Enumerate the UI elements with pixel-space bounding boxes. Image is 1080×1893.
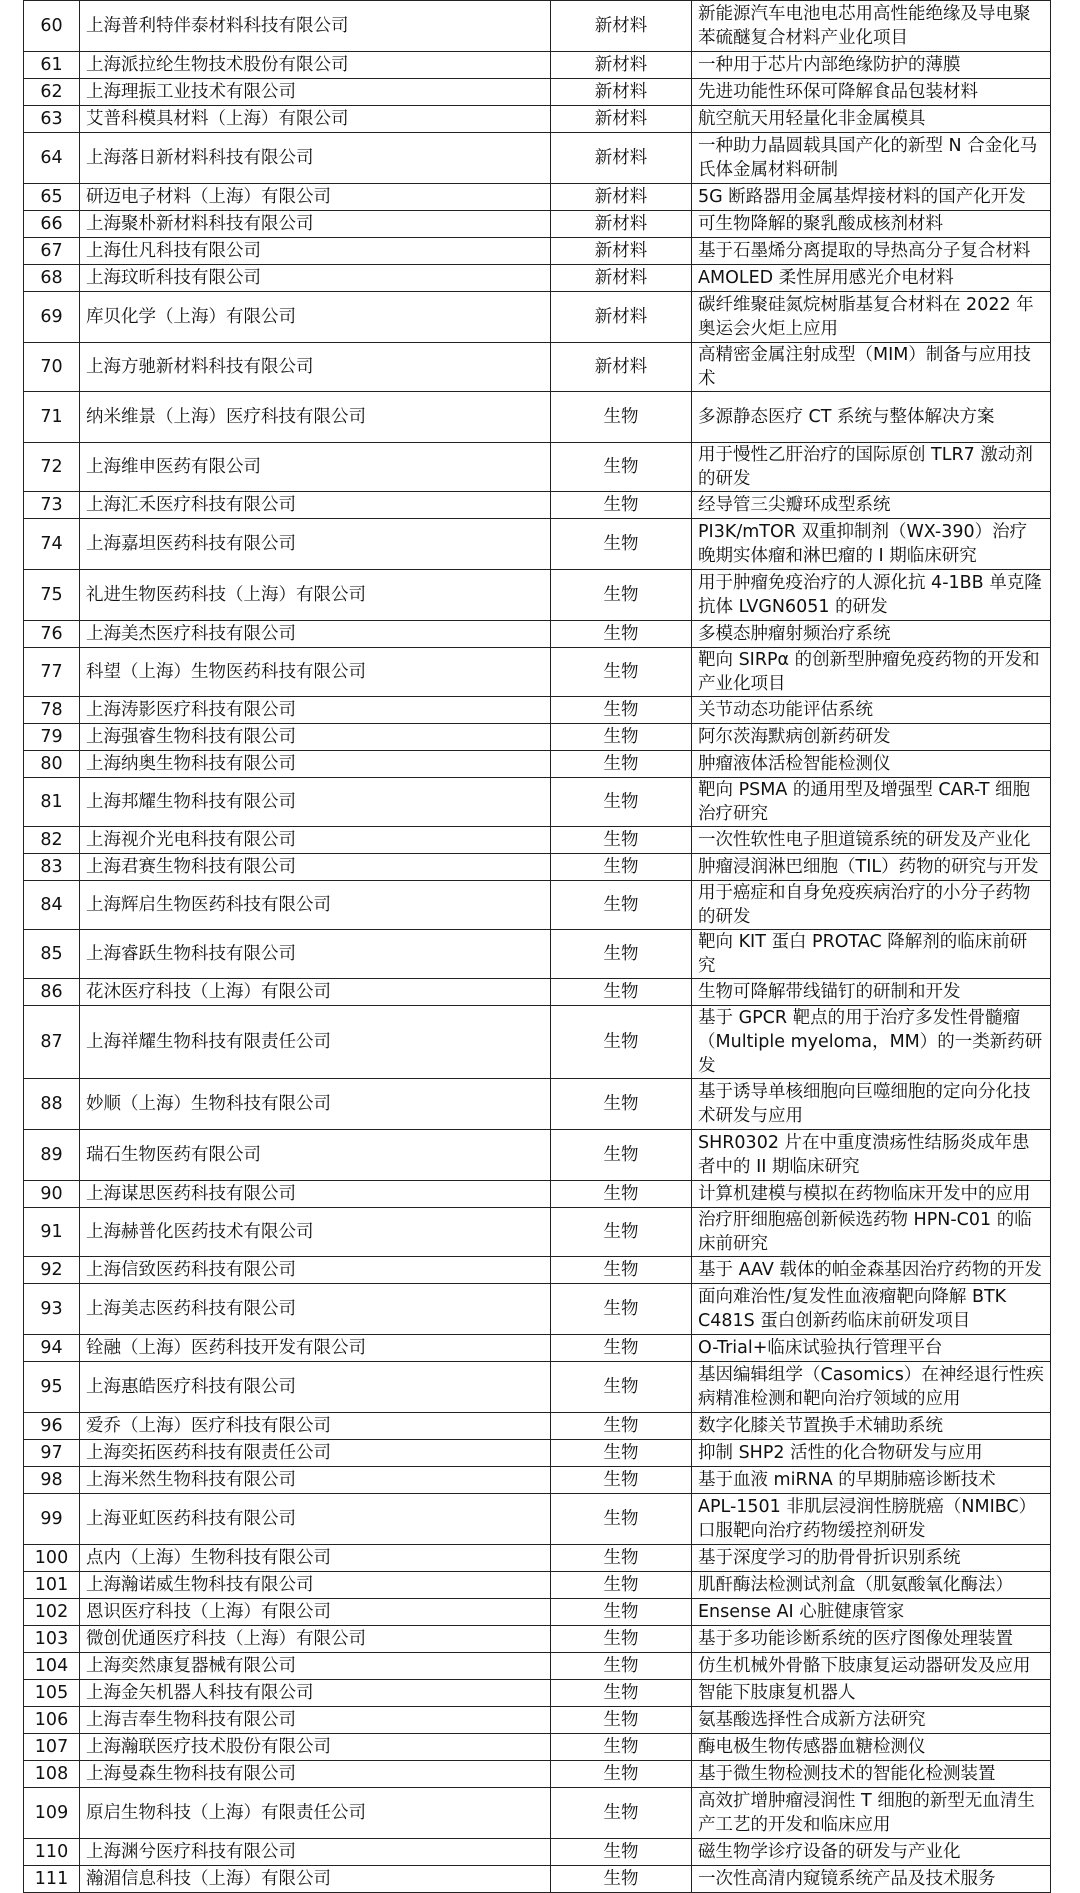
category: 生物: [551, 778, 692, 827]
table-row: [24, 343, 1051, 392]
row-number: 62: [24, 79, 80, 106]
table-row: [24, 1284, 1051, 1335]
table-row: [24, 492, 1051, 519]
company-name: 上海吉奉生物科技有限公司: [80, 1707, 551, 1734]
project-name: 靶向 PSMA 的通用型及增强型 CAR-T 细胞治疗研究: [692, 778, 1051, 827]
row-number: 86: [24, 979, 80, 1006]
company-name: 上海美志医药科技有限公司: [80, 1284, 551, 1335]
company-name: 铨融（上海）医药科技开发有限公司: [80, 1335, 551, 1362]
company-name: 上海谋思医药科技有限公司: [80, 1181, 551, 1208]
row-number: 92: [24, 1257, 80, 1284]
category: 新材料: [551, 133, 692, 184]
table-row: [24, 1181, 1051, 1208]
category: 生物: [551, 1734, 692, 1761]
row-number: 111: [24, 1866, 80, 1893]
category: 生物: [551, 1130, 692, 1181]
company-name: 上海祥耀生物科技有限责任公司: [80, 1006, 551, 1079]
table-row: [24, 1362, 1051, 1413]
table-row: [24, 570, 1051, 621]
table-row: [24, 1599, 1051, 1626]
category: 生物: [551, 1653, 692, 1680]
project-name: 可生物降解的聚乳酸成核剂材料: [692, 211, 1051, 238]
category: 生物: [551, 1079, 692, 1130]
company-name: 上海君赛生物科技有限公司: [80, 854, 551, 881]
category: 生物: [551, 751, 692, 778]
table-row: [24, 621, 1051, 648]
project-name: Ensense AI 心脏健康管家: [692, 1599, 1051, 1626]
category: 新材料: [551, 79, 692, 106]
project-name: 高精密金属注射成型（MIM）制备与应用技术: [692, 343, 1051, 392]
project-name: 靶向 SIRPα 的创新型肿瘤免疫药物的开发和产业化项目: [692, 648, 1051, 697]
category: 新材料: [551, 292, 692, 343]
company-name: 上海美杰医疗科技有限公司: [80, 621, 551, 648]
company-name: 恩识医疗科技（上海）有限公司: [80, 1599, 551, 1626]
category: 生物: [551, 930, 692, 979]
table-row: [24, 1707, 1051, 1734]
row-number: 109: [24, 1788, 80, 1839]
project-name: 用于慢性乙肝治疗的国际原创 TLR7 激动剂的研发: [692, 443, 1051, 492]
company-name: 上海玟昕科技有限公司: [80, 265, 551, 292]
project-name: 氨基酸选择性合成新方法研究: [692, 1707, 1051, 1734]
project-name: 基于多功能诊断系统的医疗图像处理装置: [692, 1626, 1051, 1653]
company-name: 上海强睿生物科技有限公司: [80, 724, 551, 751]
category: 新材料: [551, 184, 692, 211]
category: 生物: [551, 1413, 692, 1440]
table-body: [24, 1, 1051, 1893]
row-number: 100: [24, 1545, 80, 1572]
category: 生物: [551, 570, 692, 621]
category: 生物: [551, 1208, 692, 1257]
table-row: [24, 1572, 1051, 1599]
project-name: 航空航天用轻量化非金属模具: [692, 106, 1051, 133]
project-name: 靶向 KIT 蛋白 PROTAC 降解剂的临床前研究: [692, 930, 1051, 979]
category: 新材料: [551, 106, 692, 133]
project-name: 基于血液 miRNA 的早期肺癌诊断技术: [692, 1467, 1051, 1494]
category: 生物: [551, 519, 692, 570]
company-name: 上海普利特伴泰材料科技有限公司: [80, 1, 551, 52]
project-name: 磁生物学诊疗设备的研发与产业化: [692, 1839, 1051, 1866]
project-name: 碳纤维聚硅氮烷树脂基复合材料在 2022 年奥运会火炬上应用: [692, 292, 1051, 343]
company-name: 上海辉启生物医药科技有限公司: [80, 881, 551, 930]
company-name: 上海聚朴新材料科技有限公司: [80, 211, 551, 238]
category: 生物: [551, 1257, 692, 1284]
company-name: 科望（上海）生物医药科技有限公司: [80, 648, 551, 697]
category: 生物: [551, 1440, 692, 1467]
category: 生物: [551, 881, 692, 930]
category: 新材料: [551, 52, 692, 79]
table-row: [24, 1440, 1051, 1467]
project-name: 多模态肿瘤射频治疗系统: [692, 621, 1051, 648]
row-number: 71: [24, 392, 80, 443]
table-row: [24, 443, 1051, 492]
row-number: 108: [24, 1761, 80, 1788]
table-row: [24, 1788, 1051, 1839]
category: 新材料: [551, 343, 692, 392]
category: 生物: [551, 1467, 692, 1494]
category: 生物: [551, 1335, 692, 1362]
row-number: 91: [24, 1208, 80, 1257]
table-row: [24, 106, 1051, 133]
project-name: 阿尔茨海默病创新药研发: [692, 724, 1051, 751]
category: 生物: [551, 724, 692, 751]
row-number: 104: [24, 1653, 80, 1680]
row-number: 103: [24, 1626, 80, 1653]
project-name: 5G 断路器用金属基焊接材料的国产化开发: [692, 184, 1051, 211]
row-number: 102: [24, 1599, 80, 1626]
company-name: 上海赫普化医药技术有限公司: [80, 1208, 551, 1257]
company-name: 上海涛影医疗科技有限公司: [80, 697, 551, 724]
category: 生物: [551, 1680, 692, 1707]
project-name: 基于诱导单核细胞向巨噬细胞的定向分化技术研发与应用: [692, 1079, 1051, 1130]
category: 生物: [551, 1788, 692, 1839]
row-number: 69: [24, 292, 80, 343]
row-number: 73: [24, 492, 80, 519]
company-name: 上海米然生物科技有限公司: [80, 1467, 551, 1494]
row-number: 87: [24, 1006, 80, 1079]
table-row: [24, 1734, 1051, 1761]
table-row: [24, 1761, 1051, 1788]
table-row: [24, 265, 1051, 292]
company-name: 上海奕然康复器械有限公司: [80, 1653, 551, 1680]
row-number: 65: [24, 184, 80, 211]
category: 生物: [551, 1599, 692, 1626]
project-name: 生物可降解带线锚钉的研制和开发: [692, 979, 1051, 1006]
row-number: 80: [24, 751, 80, 778]
project-name: 多源静态医疗 CT 系统与整体解决方案: [692, 392, 1051, 443]
company-name: 上海落日新材料科技有限公司: [80, 133, 551, 184]
table-row: [24, 1626, 1051, 1653]
table-row: [24, 1494, 1051, 1545]
project-name: 肿瘤浸润淋巴细胞（TIL）药物的研究与开发: [692, 854, 1051, 881]
project-name: 基因编辑组学（Casomics）在神经退行性疾病精准检测和靶向治疗领域的应用: [692, 1362, 1051, 1413]
table-row: [24, 1208, 1051, 1257]
row-number: 98: [24, 1467, 80, 1494]
project-name: 一种助力晶圆载具国产化的新型 N 合金化马氏体金属材料研制: [692, 133, 1051, 184]
category: 生物: [551, 1626, 692, 1653]
company-name: 上海奕拓医药科技有限责任公司: [80, 1440, 551, 1467]
row-number: 61: [24, 52, 80, 79]
row-number: 74: [24, 519, 80, 570]
table-row: [24, 697, 1051, 724]
company-name: 艾普科模具材料（上海）有限公司: [80, 106, 551, 133]
row-number: 64: [24, 133, 80, 184]
row-number: 63: [24, 106, 80, 133]
table-row: [24, 881, 1051, 930]
company-name: 上海纳奥生物科技有限公司: [80, 751, 551, 778]
company-name: 上海金矢机器人科技有限公司: [80, 1680, 551, 1707]
category: 生物: [551, 392, 692, 443]
row-number: 77: [24, 648, 80, 697]
project-name: 基于深度学习的肋骨骨折识别系统: [692, 1545, 1051, 1572]
category: 生物: [551, 1707, 692, 1734]
project-name: 基于 AAV 载体的帕金森基因治疗药物的开发: [692, 1257, 1051, 1284]
table-row: [24, 1079, 1051, 1130]
row-number: 79: [24, 724, 80, 751]
project-name: 用于肿瘤免疫治疗的人源化抗 4-1BB 单克隆抗体 LVGN6051 的研发: [692, 570, 1051, 621]
project-name: 基于 GPCR 靶点的用于治疗多发性骨髓瘤（Multiple myeloma，MM）的一类新药研发: [692, 1006, 1051, 1079]
row-number: 85: [24, 930, 80, 979]
project-name: 计算机建模与模拟在药物临床开发中的应用: [692, 1181, 1051, 1208]
table-row: [24, 1413, 1051, 1440]
project-name: 数字化膝关节置换手术辅助系统: [692, 1413, 1051, 1440]
company-name: 爱乔（上海）医疗科技有限公司: [80, 1413, 551, 1440]
company-name: 上海瀚联医疗技术股份有限公司: [80, 1734, 551, 1761]
table-row: [24, 1653, 1051, 1680]
company-name: 上海信致医药科技有限公司: [80, 1257, 551, 1284]
company-name: 瀚湄信息科技（上海）有限公司: [80, 1866, 551, 1893]
category: 生物: [551, 648, 692, 697]
table-row: [24, 519, 1051, 570]
project-name: 高效扩增肿瘤浸润性 T 细胞的新型无血清生产工艺的开发和临床应用: [692, 1788, 1051, 1839]
category: 新材料: [551, 238, 692, 265]
row-number: 72: [24, 443, 80, 492]
category: 生物: [551, 1494, 692, 1545]
project-name: 基于石墨烯分离提取的导热高分子复合材料: [692, 238, 1051, 265]
company-name: 上海曼森生物科技有限公司: [80, 1761, 551, 1788]
company-name: 礼进生物医药科技（上海）有限公司: [80, 570, 551, 621]
project-name: 一次性高清内窥镜系统产品及技术服务: [692, 1866, 1051, 1893]
company-name: 花沐医疗科技（上海）有限公司: [80, 979, 551, 1006]
table-row: [24, 724, 1051, 751]
project-list-table-wrap: [23, 0, 1050, 1893]
company-name: 瑞石生物医药有限公司: [80, 1130, 551, 1181]
table-row: [24, 1467, 1051, 1494]
category: 生物: [551, 1572, 692, 1599]
category: 生物: [551, 621, 692, 648]
row-number: 75: [24, 570, 80, 621]
project-name: 新能源汽车电池电芯用高性能绝缘及导电聚苯硫醚复合材料产业化项目: [692, 1, 1051, 52]
project-name: 肿瘤液体活检智能检测仪: [692, 751, 1051, 778]
project-name: 一种用于芯片内部绝缘防护的薄膜: [692, 52, 1051, 79]
table-row: [24, 1, 1051, 52]
row-number: 81: [24, 778, 80, 827]
project-name: 治疗肝细胞癌创新候选药物 HPN-C01 的临床前研究: [692, 1208, 1051, 1257]
table-row: [24, 184, 1051, 211]
table-row: [24, 1130, 1051, 1181]
category: 生物: [551, 443, 692, 492]
project-name: 肌酐酶法检测试剂盒（肌氨酸氧化酶法）: [692, 1572, 1051, 1599]
category: 生物: [551, 1284, 692, 1335]
company-name: 上海派拉纶生物技术股份有限公司: [80, 52, 551, 79]
project-name: AMOLED 柔性屏用感光介电材料: [692, 265, 1051, 292]
table-row: [24, 1335, 1051, 1362]
project-name: 经导管三尖瓣环成型系统: [692, 492, 1051, 519]
category: 生物: [551, 854, 692, 881]
row-number: 70: [24, 343, 80, 392]
table-row: [24, 778, 1051, 827]
row-number: 88: [24, 1079, 80, 1130]
table-row: [24, 1006, 1051, 1079]
category: 生物: [551, 1866, 692, 1893]
category: 生物: [551, 697, 692, 724]
row-number: 82: [24, 827, 80, 854]
row-number: 95: [24, 1362, 80, 1413]
project-list-table: [23, 0, 1051, 1893]
row-number: 78: [24, 697, 80, 724]
table-row: [24, 1545, 1051, 1572]
table-row: [24, 52, 1051, 79]
project-name: SHR0302 片在中重度溃疡性结肠炎成年患者中的 II 期临床研究: [692, 1130, 1051, 1181]
project-name: 仿生机械外骨骼下肢康复运动器研发及应用: [692, 1653, 1051, 1680]
company-name: 上海亚虹医药科技有限公司: [80, 1494, 551, 1545]
row-number: 110: [24, 1839, 80, 1866]
category: 新材料: [551, 211, 692, 238]
company-name: 微创优通医疗科技（上海）有限公司: [80, 1626, 551, 1653]
table-row: [24, 1257, 1051, 1284]
row-number: 60: [24, 1, 80, 52]
project-name: 用于癌症和自身免疫疾病治疗的小分子药物的研发: [692, 881, 1051, 930]
project-name: PI3K/mTOR 双重抑制剂（WX-390）治疗晚期实体瘤和淋巴瘤的 I 期临床研究: [692, 519, 1051, 570]
row-number: 107: [24, 1734, 80, 1761]
row-number: 66: [24, 211, 80, 238]
table-row: [24, 648, 1051, 697]
table-row: [24, 238, 1051, 265]
row-number: 83: [24, 854, 80, 881]
table-row: [24, 979, 1051, 1006]
category: 生物: [551, 1006, 692, 1079]
company-name: 点内（上海）生物科技有限公司: [80, 1545, 551, 1572]
project-name: 抑制 SHP2 活性的化合物研发与应用: [692, 1440, 1051, 1467]
row-number: 101: [24, 1572, 80, 1599]
category: 生物: [551, 827, 692, 854]
table-row: [24, 133, 1051, 184]
row-number: 106: [24, 1707, 80, 1734]
row-number: 96: [24, 1413, 80, 1440]
company-name: 上海方驰新材料科技有限公司: [80, 343, 551, 392]
company-name: 上海汇禾医疗科技有限公司: [80, 492, 551, 519]
company-name: 上海邦耀生物科技有限公司: [80, 778, 551, 827]
row-number: 67: [24, 238, 80, 265]
table-row: [24, 827, 1051, 854]
category: 生物: [551, 1181, 692, 1208]
row-number: 97: [24, 1440, 80, 1467]
table-row: [24, 930, 1051, 979]
company-name: 上海瀚诺威生物科技有限公司: [80, 1572, 551, 1599]
category: 新材料: [551, 1, 692, 52]
project-name: 酶电极生物传感器血糖检测仪: [692, 1734, 1051, 1761]
table-row: [24, 854, 1051, 881]
project-name: 基于微生物检测技术的智能化检测装置: [692, 1761, 1051, 1788]
row-number: 76: [24, 621, 80, 648]
category: 生物: [551, 1839, 692, 1866]
project-name: 一次性软性电子胆道镜系统的研发及产业化: [692, 827, 1051, 854]
row-number: 93: [24, 1284, 80, 1335]
row-number: 68: [24, 265, 80, 292]
company-name: 上海嘉坦医药科技有限公司: [80, 519, 551, 570]
company-name: 妙顺（上海）生物科技有限公司: [80, 1079, 551, 1130]
table-row: [24, 1866, 1051, 1893]
row-number: 94: [24, 1335, 80, 1362]
project-name: 关节动态功能评估系统: [692, 697, 1051, 724]
company-name: 上海惠皓医疗科技有限公司: [80, 1362, 551, 1413]
table-row: [24, 1680, 1051, 1707]
category: 新材料: [551, 265, 692, 292]
category: 生物: [551, 492, 692, 519]
project-name: 面向难治性/复发性血液瘤靶向降解 BTK C481S 蛋白创新药临床前研发项目: [692, 1284, 1051, 1335]
category: 生物: [551, 979, 692, 1006]
company-name: 上海睿跃生物科技有限公司: [80, 930, 551, 979]
company-name: 上海视介光电科技有限公司: [80, 827, 551, 854]
table-row: [24, 211, 1051, 238]
company-name: 原启生物科技（上海）有限责任公司: [80, 1788, 551, 1839]
row-number: 99: [24, 1494, 80, 1545]
row-number: 84: [24, 881, 80, 930]
table-row: [24, 1839, 1051, 1866]
company-name: 上海理振工业技术有限公司: [80, 79, 551, 106]
category: 生物: [551, 1545, 692, 1572]
table-row: [24, 79, 1051, 106]
project-name: 先进功能性环保可降解食品包装材料: [692, 79, 1051, 106]
project-name: 智能下肢康复机器人: [692, 1680, 1051, 1707]
row-number: 89: [24, 1130, 80, 1181]
project-name: APL-1501 非肌层浸润性膀胱癌（NMIBC）口服靶向治疗药物缓控剂研发: [692, 1494, 1051, 1545]
company-name: 库贝化学（上海）有限公司: [80, 292, 551, 343]
company-name: 纳米维景（上海）医疗科技有限公司: [80, 392, 551, 443]
table-row: [24, 751, 1051, 778]
table-row: [24, 392, 1051, 443]
company-name: 上海维申医药有限公司: [80, 443, 551, 492]
company-name: 上海渊兮医疗科技有限公司: [80, 1839, 551, 1866]
row-number: 90: [24, 1181, 80, 1208]
category: 生物: [551, 1362, 692, 1413]
project-name: O-Trial+临床试验执行管理平台: [692, 1335, 1051, 1362]
row-number: 105: [24, 1680, 80, 1707]
table-row: [24, 292, 1051, 343]
company-name: 研迈电子材料（上海）有限公司: [80, 184, 551, 211]
category: 生物: [551, 1761, 692, 1788]
company-name: 上海仕凡科技有限公司: [80, 238, 551, 265]
